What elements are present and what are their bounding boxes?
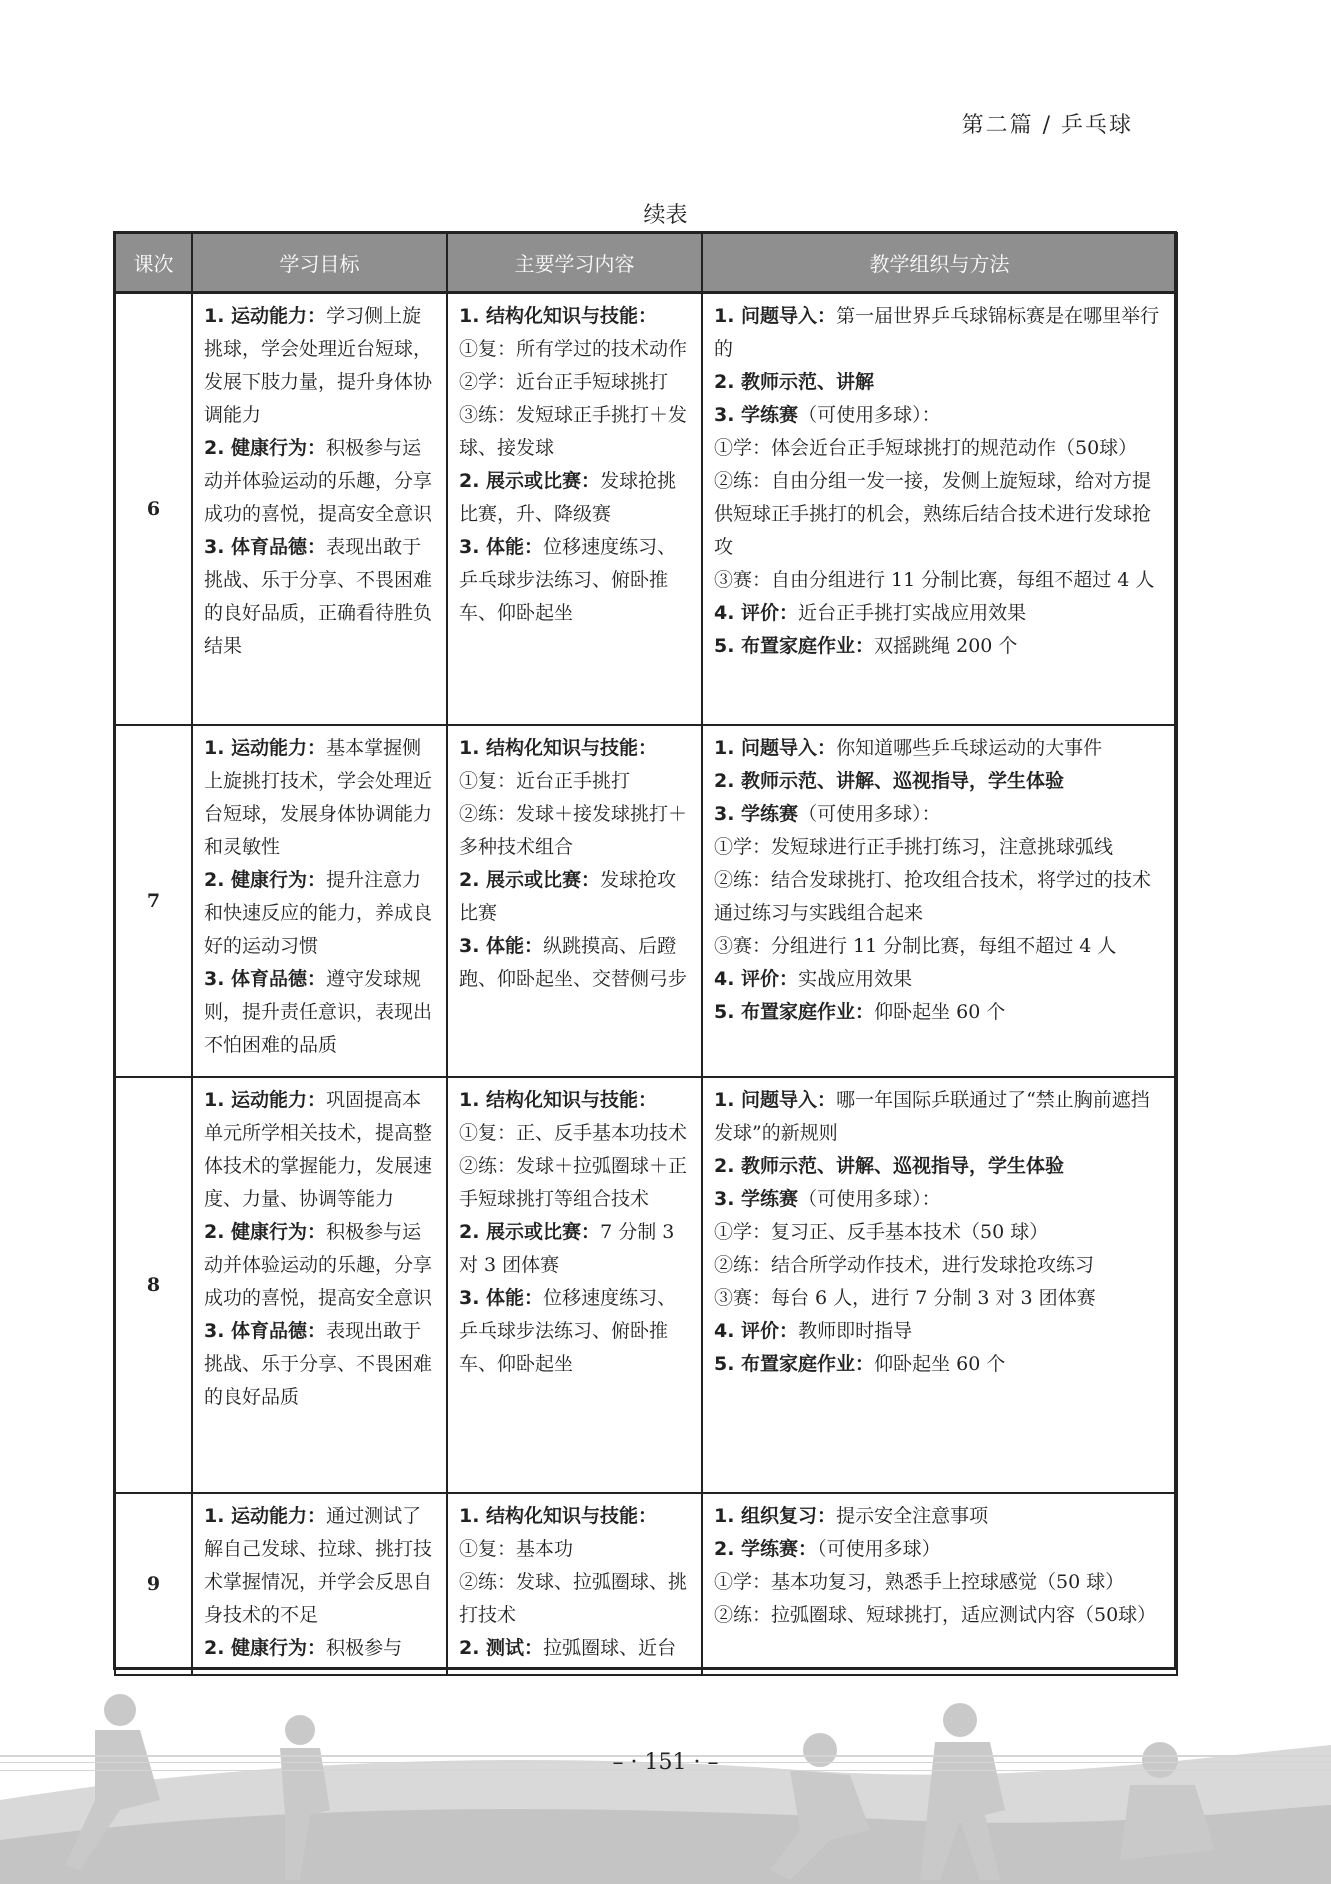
line-text: 仰卧起坐 60 个 [874, 1001, 1006, 1023]
line-text: 提示安全注意事项 [836, 1505, 989, 1527]
cell-line [204, 300, 437, 432]
line-text: ②练：发球＋拉弧圈球＋正手短球挑打等组合技术 [459, 1155, 688, 1210]
cell-line [714, 1216, 1167, 1249]
line-label: 3. 体能： [459, 1287, 544, 1309]
table-row [115, 293, 1177, 726]
line-label: 2. 展示或比赛： [459, 1221, 601, 1243]
line-text: 拉弧圈球、近台 [543, 1637, 677, 1659]
line-text: ②练：结合发球挑打、抢攻组合技术，将学过的技术通过练习与实践组合起来 [714, 869, 1152, 924]
line-label: 1. 运动能力： [204, 737, 327, 759]
line-label: 4. 评价： [714, 968, 799, 990]
cell-line [459, 1117, 692, 1150]
line-text: 积极参与 [326, 1637, 403, 1659]
line-text: ③赛：自由分组进行 11 分制比赛，每组不超过 4 人 [714, 569, 1155, 591]
cell-line [204, 1632, 437, 1665]
line-text: ①学：复习正、反手基本技术（50 球） [714, 1221, 1049, 1243]
cell-line [459, 732, 692, 765]
line-text: ②练：发球＋接发球挑打＋多种技术组合 [459, 803, 688, 858]
line-text: ①复：近台正手挑打 [459, 770, 631, 792]
cell-line [714, 1500, 1167, 1533]
methods-cell [702, 725, 1177, 1077]
line-text: ①学：体会近台正手短球挑打的规范动作（50球） [714, 437, 1138, 459]
cell-line [459, 399, 692, 465]
line-text: 仰卧起坐 60 个 [874, 1353, 1006, 1375]
line-text: 表现出敢于挑战、乐于分享、不畏困难的良好品质 [204, 1320, 433, 1408]
line-label: 2. 健康行为： [204, 1637, 327, 1659]
lesson-number: 6 [115, 293, 192, 726]
line-label: 3. 体能： [459, 935, 544, 957]
cell-line [714, 1150, 1167, 1183]
line-text: ②学：近台正手短球挑打 [459, 371, 669, 393]
cell-line [714, 1282, 1167, 1315]
cell-line [714, 300, 1167, 366]
line-text: ①学：基本功复习，熟悉手上控球感觉（50 球） [714, 1571, 1125, 1593]
cell-line [714, 366, 1167, 399]
cell-line [459, 765, 692, 798]
goals-cell [192, 1493, 447, 1675]
line-text: 纵跳摸高、后蹬跑、仰卧起坐、交替侧弓步 [459, 935, 688, 990]
cell-line [714, 1249, 1167, 1282]
cell-line [459, 333, 692, 366]
line-text: （可使用多球）： [798, 1188, 941, 1210]
line-label: 5. 布置家庭作业： [714, 1353, 875, 1375]
line-label: 2. 健康行为： [204, 869, 327, 891]
cell-line [714, 963, 1167, 996]
line-label: 5. 布置家庭作业： [714, 1001, 875, 1023]
lesson-number: 8 [115, 1077, 192, 1493]
cell-line [714, 798, 1167, 831]
line-text: ②练：发球、拉弧圈球、挑打技术 [459, 1571, 688, 1626]
cell-line [714, 1183, 1167, 1216]
content-cell [447, 1493, 702, 1675]
cell-line [714, 630, 1167, 663]
line-label: 3. 学练赛 [714, 803, 799, 825]
cell-line [714, 1084, 1167, 1150]
line-text: ①复：基本功 [459, 1538, 574, 1560]
column-header-goals: 学习目标 [192, 233, 447, 293]
goals-cell [192, 1077, 447, 1493]
line-label: 2. 展示或比赛： [459, 470, 601, 492]
cell-line [714, 465, 1167, 564]
line-text: ①复：所有学过的技术动作 [459, 338, 688, 360]
column-header-content: 主要学习内容 [447, 233, 702, 293]
line-label: 1. 运动能力： [204, 1089, 327, 1111]
lesson-plan-table [114, 232, 1178, 1676]
cell-line [459, 1084, 692, 1117]
cell-line [714, 864, 1167, 930]
line-text: 7 分制 3 对 3 团体赛 [459, 1221, 675, 1276]
cell-line [714, 1533, 1167, 1566]
line-text: 积极参与运动并体验运动的乐趣，分享成功的喜悦，提高安全意识 [204, 437, 433, 525]
cell-line [459, 930, 692, 996]
methods-cell [702, 1077, 1177, 1493]
table-row [115, 1077, 1177, 1493]
line-text: ③练：发短球正手挑打＋发球、接发球 [459, 404, 688, 459]
line-text: 位移速度练习、乒乓球步法练习、俯卧推车、仰卧起坐 [459, 1287, 677, 1375]
line-text: （可使用多球） [817, 1538, 941, 1560]
line-label: 2. 健康行为： [204, 1221, 327, 1243]
running-head: 第二篇 / 乒乓球 [961, 113, 1133, 138]
methods-cell [702, 293, 1177, 726]
cell-line [204, 864, 437, 963]
cell-line [204, 732, 437, 864]
cell-line [459, 1282, 692, 1381]
table-row [115, 725, 1177, 1077]
cell-line [204, 1500, 437, 1632]
content-cell [447, 1077, 702, 1493]
line-label: 3. 体育品德： [204, 536, 327, 558]
line-text: 基本掌握侧上旋挑打技术，学会处理近台短球，发展身体协调能力和灵敏性 [204, 737, 433, 858]
line-label: 3. 体育品德： [204, 968, 327, 990]
table-row [115, 1493, 1177, 1675]
cell-line [204, 963, 437, 1062]
line-label: 2. 学练赛： [714, 1538, 818, 1560]
cell-line [459, 864, 692, 930]
cell-line [459, 798, 692, 864]
footer-players-silhouette-icon [0, 1690, 1331, 1884]
line-text: 发球抢挑比赛，升、降级赛 [459, 470, 677, 525]
cell-line [714, 765, 1167, 798]
table-header-row [115, 233, 1177, 293]
lesson-number: 9 [115, 1493, 192, 1675]
cell-line [714, 1566, 1167, 1599]
cell-line [714, 732, 1167, 765]
line-text: 实战应用效果 [798, 968, 913, 990]
line-label: 1. 组织复习： [714, 1505, 837, 1527]
cell-line [459, 300, 692, 333]
content-cell [447, 725, 702, 1077]
cell-line [714, 831, 1167, 864]
line-label: 3. 学练赛 [714, 404, 799, 426]
line-text: ②练：拉弧圈球、短球挑打，适应测试内容（50球） [714, 1604, 1157, 1626]
cell-line [714, 930, 1167, 963]
goals-cell [192, 725, 447, 1077]
cell-line [459, 1566, 692, 1632]
cell-line [459, 1500, 692, 1533]
cell-line [204, 531, 437, 663]
line-text: 积极参与运动并体验运动的乐趣，分享成功的喜悦，提高安全意识 [204, 1221, 433, 1309]
line-text: 发球抢攻比赛 [459, 869, 677, 924]
cell-line [714, 399, 1167, 432]
line-label: 2. 测试： [459, 1637, 544, 1659]
cell-line [204, 1084, 437, 1216]
line-text: 双摇跳绳 200 个 [874, 635, 1018, 657]
line-label: 1. 问题导入： [714, 305, 837, 327]
line-label: 1. 结构化知识与技能： [459, 305, 658, 327]
line-text: 巩固提高本单元所学相关技术，提高整体技术的掌握能力，发展速度、力量、协调等能力 [204, 1089, 433, 1210]
line-label: 2. 展示或比赛： [459, 869, 601, 891]
line-label: 1. 运动能力： [204, 305, 327, 327]
line-label: 5. 布置家庭作业： [714, 635, 875, 657]
cell-line [204, 432, 437, 531]
line-label: 4. 评价： [714, 1320, 799, 1342]
line-text: 第一届世界乒乓球锦标赛是在哪里举行的 [714, 305, 1160, 360]
cell-line [714, 1348, 1167, 1381]
column-header-methods: 教学组织与方法 [702, 233, 1177, 293]
cell-line [714, 996, 1167, 1029]
line-label: 4. 评价： [714, 602, 799, 624]
line-label: 1. 结构化知识与技能： [459, 1089, 658, 1111]
line-text: 你知道哪些乒乓球运动的大事件 [836, 737, 1103, 759]
cell-line [459, 1150, 692, 1216]
column-header-lesson: 课次 [115, 233, 192, 293]
line-text: ③赛：每台 6 人，进行 7 分制 3 对 3 团体赛 [714, 1287, 1096, 1309]
line-label: 2. 健康行为： [204, 437, 327, 459]
line-text: ②练：自由分组一发一接，发侧上旋短球，给对方提供短球正手挑打的机会，熟练后结合技术进行发球抢攻 [714, 470, 1152, 558]
cell-line [714, 1599, 1167, 1632]
goals-cell [192, 293, 447, 726]
line-label: 1. 结构化知识与技能： [459, 1505, 658, 1527]
page-number: – · 151 · – [612, 1750, 719, 1775]
line-label: 3. 学练赛 [714, 1188, 799, 1210]
cell-line [459, 1632, 692, 1665]
line-label: 1. 结构化知识与技能： [459, 737, 658, 759]
line-text: ①复：正、反手基本功技术 [459, 1122, 688, 1144]
line-label: 2. 教师示范、讲解、巡视指导，学生体验 [714, 1155, 1065, 1177]
table-caption: 续表 [643, 203, 688, 228]
line-text: 遵守发球规则，提升责任意识，表现出不怕困难的品质 [204, 968, 433, 1056]
cell-line [459, 1533, 692, 1566]
line-text: （可使用多球）： [798, 404, 941, 426]
line-text: （可使用多球）： [798, 803, 941, 825]
line-text: 学习侧上旋挑球，学会处理近台短球，发展下肢力量，提升身体协调能力 [204, 305, 433, 426]
line-text: 哪一年国际乒联通过了“禁止胸前遮挡发球”的新规则 [714, 1089, 1150, 1144]
cell-line [204, 1216, 437, 1315]
line-text: ②练：结合所学动作技术，进行发球抢攻练习 [714, 1254, 1095, 1276]
line-label: 1. 问题导入： [714, 1089, 837, 1111]
cell-line [459, 366, 692, 399]
cell-line [714, 432, 1167, 465]
line-label: 1. 运动能力： [204, 1505, 327, 1527]
cell-line [204, 1315, 437, 1414]
line-text: 表现出敢于挑战、乐于分享、不畏困难的良好品质，正确看待胜负结果 [204, 536, 433, 657]
line-label: 2. 教师示范、讲解、巡视指导，学生体验 [714, 770, 1065, 792]
lesson-number: 7 [115, 725, 192, 1077]
line-text: 位移速度练习、乒乓球步法练习、俯卧推车、仰卧起坐 [459, 536, 677, 624]
cell-line [714, 564, 1167, 597]
line-text: ③赛：分组进行 11 分制比赛，每组不超过 4 人 [714, 935, 1117, 957]
line-text: 通过测试了解自己发球、拉球、挑打技术掌握情况，并学会反思自身技术的不足 [204, 1505, 433, 1626]
line-text: ①学：发短球进行正手挑打练习，注意挑球弧线 [714, 836, 1114, 858]
content-cell [447, 293, 702, 726]
line-text: 提升注意力和快速反应的能力，养成良好的运动习惯 [204, 869, 433, 957]
cell-line [459, 531, 692, 630]
line-label: 2. 教师示范、讲解 [714, 371, 875, 393]
line-text: 近台正手挑打实战应用效果 [798, 602, 1027, 624]
line-text: 教师即时指导 [798, 1320, 913, 1342]
cell-line [714, 1315, 1167, 1348]
cell-line [459, 1216, 692, 1282]
cell-line [459, 465, 692, 531]
methods-cell [702, 1493, 1177, 1675]
line-label: 3. 体育品德： [204, 1320, 327, 1342]
line-label: 3. 体能： [459, 536, 544, 558]
line-label: 1. 问题导入： [714, 737, 837, 759]
cell-line [714, 597, 1167, 630]
